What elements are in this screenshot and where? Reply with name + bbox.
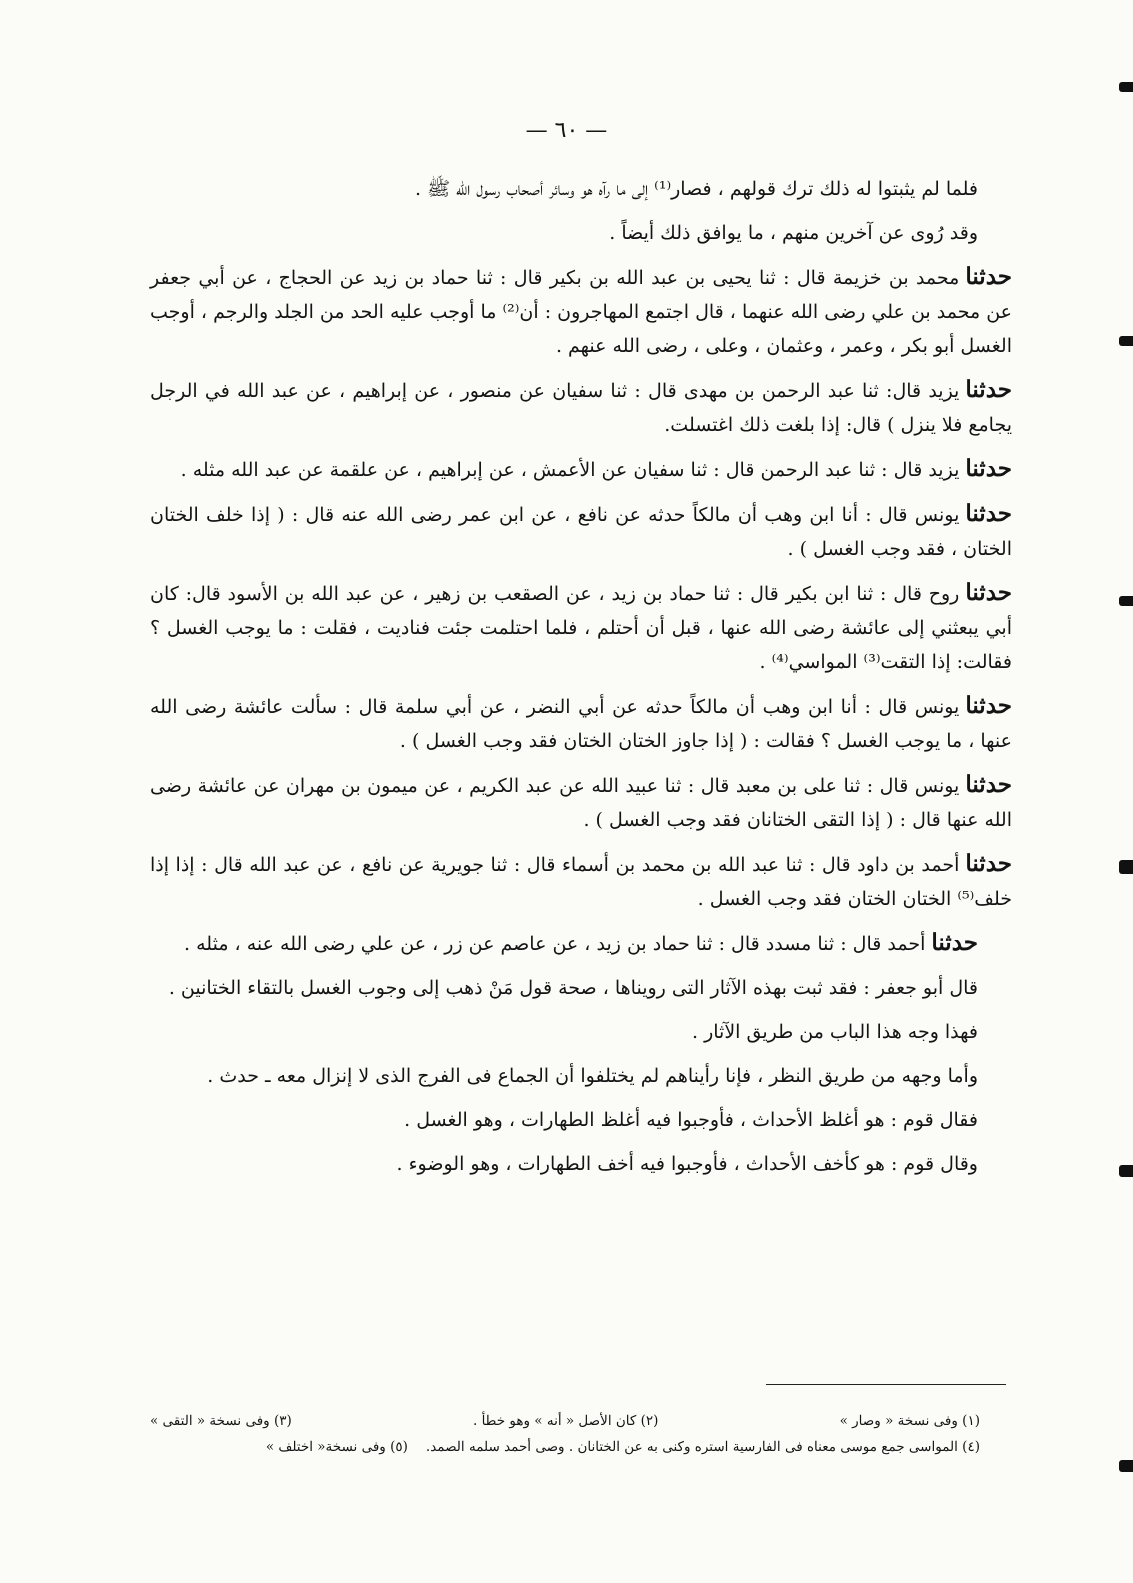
footnote-1: (١) وفى نسخة « وصار » bbox=[839, 1413, 980, 1429]
paragraph-text: وقال قوم : هو كأخف الأحداث ، فأوجبوا فيه أخف الطهارات ، وهو الوضوء . bbox=[396, 1153, 978, 1175]
scan-edge-mark bbox=[1119, 1460, 1133, 1472]
footnote-row bbox=[150, 1408, 980, 1434]
hadith-paragraph bbox=[150, 926, 1012, 961]
scan-edge-mark bbox=[1119, 860, 1133, 874]
paragraph bbox=[150, 1147, 1012, 1181]
hadith-paragraph bbox=[150, 847, 1012, 916]
paragraph-text: فهذا وجه هذا الباب من طريق الآثار . bbox=[691, 1021, 978, 1043]
paragraph bbox=[150, 216, 1012, 250]
hadith-paragraph bbox=[150, 497, 1012, 566]
footnote-divider bbox=[766, 1384, 1006, 1385]
scan-edge-mark bbox=[1119, 82, 1133, 92]
paragraph bbox=[150, 1059, 1012, 1093]
scan-edge-mark bbox=[1119, 596, 1133, 606]
haddathana-keyword: حدثنا bbox=[965, 500, 1012, 527]
footnote-5: (٥) وفى نسخة« اختلف » bbox=[265, 1439, 408, 1455]
paragraph-text: وقد رُوى عن آخرين منهم ، ما يوافق ذلك أيضاً . bbox=[609, 222, 978, 244]
body-text bbox=[150, 172, 1012, 1191]
paragraph-text: يزيد قال: ثنا عبد الرحمن بن مهدى قال : ثنا سفيان عن منصور ، عن إبراهيم ، عن عبد الله في الرجل يجامع فلا ينزل ) قال: إذا بلغت ذلك اغتسلت. bbox=[150, 380, 1012, 436]
paragraph-text: فقال قوم : هو أغلظ الأحداث ، فأوجبوا فيه أغلظ الطهارات ، وهو الغسل . bbox=[404, 1109, 978, 1131]
paragraph-text: قال أبو جعفر : فقد ثبت بهذه الآثار التى رويناها ، صحة قول مَنْ ذهب إلى وجوب الغسل بالتقاء الختانين . bbox=[168, 977, 978, 999]
haddathana-keyword: حدثنا bbox=[965, 579, 1012, 606]
haddathana-keyword: حدثنا bbox=[965, 850, 1012, 877]
paragraph-text: أحمد بن داود قال : ثنا عبد الله بن محمد بن أسماء قال : ثنا جويرية عن نافع ، عن عبد الله قال : إذا إذا خلف⁽⁵⁾ الختان الختان فقد وجب الغسل . bbox=[150, 854, 1012, 910]
haddathana-keyword: حدثنا bbox=[965, 692, 1012, 719]
hadith-paragraph bbox=[150, 576, 1012, 679]
paragraph-text: فلما لم يثبتوا له ذلك ترك قولهم ، فصار⁽¹⁾ إلى ما رآه هو وسائر أصحاب رسول الله ﷺ . bbox=[414, 178, 978, 200]
hadith-paragraph bbox=[150, 768, 1012, 837]
scan-edge-mark bbox=[1119, 1165, 1133, 1177]
footnote-3: (٣) وفى نسخة « التقى » bbox=[150, 1413, 292, 1429]
footnote-row bbox=[150, 1434, 980, 1460]
footnote-2: (٢) كان الأصل « أنه » وهو خطأ . bbox=[472, 1413, 659, 1429]
paragraph-text: روح قال : ثنا ابن بكير قال : ثنا حماد بن زيد ، عن الصقعب بن زهير ، عن عبد الله بن الأسود قال: كان أبي يبعثني إلى عائشة رضى الله عنها ، قبل أن أحتلم ، فلما احتلمت جئت فناديت ، فقلت : ما يوجب الغسل ؟ فقالت: إذا التقت⁽³⁾ المواسي⁽⁴⁾ . bbox=[150, 583, 1012, 673]
hadith-paragraph bbox=[150, 373, 1012, 442]
haddathana-keyword: حدثنا bbox=[965, 771, 1012, 798]
footnotes bbox=[150, 1408, 980, 1460]
paragraph bbox=[150, 172, 1012, 206]
page-number: — ٦٠ — bbox=[525, 118, 608, 143]
haddathana-keyword: حدثنا bbox=[965, 376, 1012, 403]
paragraph-text: يونس قال : ثنا على بن معبد قال : ثنا عبيد الله عن عبد الكريم ، عن ميمون بن مهران عن عائشة رضى الله عنها قال : ( إذا التقى الختانان فقد وجب الغسل ) . bbox=[150, 775, 1012, 831]
hadith-paragraph bbox=[150, 452, 1012, 487]
paragraph-text: يزيد قال : ثنا عبد الرحمن قال : ثنا سفيان عن الأعمش ، عن إبراهيم ، عن علقمة عن عبد الله مثله . bbox=[180, 459, 960, 481]
scan-edge-mark bbox=[1119, 336, 1133, 346]
paragraph-text: يونس قال : أنا ابن وهب أن مالكاً حدثه عن أبي النضر ، عن أبي سلمة قال : سألت عائشة رضى الله عنها ، ما يوجب الغسل ؟ فقالت : ( إذا جاوز الختان الختان فقد وجب الغسل ) . bbox=[150, 696, 1012, 752]
paragraph-text: محمد بن خزيمة قال : ثنا يحيى بن عبد الله بن بكير قال : ثنا حماد بن زيد عن الحجاج ، عن أبي جعفر عن محمد بن علي رضى الله عنهما ، قال اجتمع المهاجرون : أن⁽²⁾ ما أوجب عليه الحد من الجلد والرجم ، أوجب الغسل أبو بكر ، وعمر ، وعثمان ، وعلى ، رضى الله عنهم . bbox=[150, 267, 1012, 357]
haddathana-keyword: حدثنا bbox=[965, 455, 1012, 482]
paragraph-text: وأما وجهه من طريق النظر ، فإنا رأيناهم لم يختلفوا أن الجماع فى الفرج الذى لا إنزال معه ـ حدث . bbox=[207, 1065, 978, 1087]
paragraph bbox=[150, 1015, 1012, 1049]
haddathana-keyword: حدثنا bbox=[965, 263, 1012, 290]
haddathana-keyword: حدثنا bbox=[931, 929, 978, 956]
hadith-paragraph bbox=[150, 260, 1012, 363]
paragraph bbox=[150, 1103, 1012, 1137]
paragraph bbox=[150, 971, 1012, 1005]
hadith-paragraph bbox=[150, 689, 1012, 758]
footnote-4: (٤) المواسى جمع موسى معناه فى الفارسية استره وكنى به عن الختانان . وصى أحمد سلمه الصمد. bbox=[425, 1439, 980, 1455]
paragraph-text: يونس قال : أنا ابن وهب أن مالكاً حدثه عن نافع ، عن ابن عمر رضى الله عنه قال : ( إذا خلف الختان الختان ، فقد وجب الغسل ) . bbox=[150, 504, 1012, 560]
paragraph-text: أحمد قال : ثنا مسدد قال : ثنا حماد بن زيد ، عن عاصم عن زر ، عن علي رضى الله عنه ، مثله . bbox=[184, 933, 926, 955]
